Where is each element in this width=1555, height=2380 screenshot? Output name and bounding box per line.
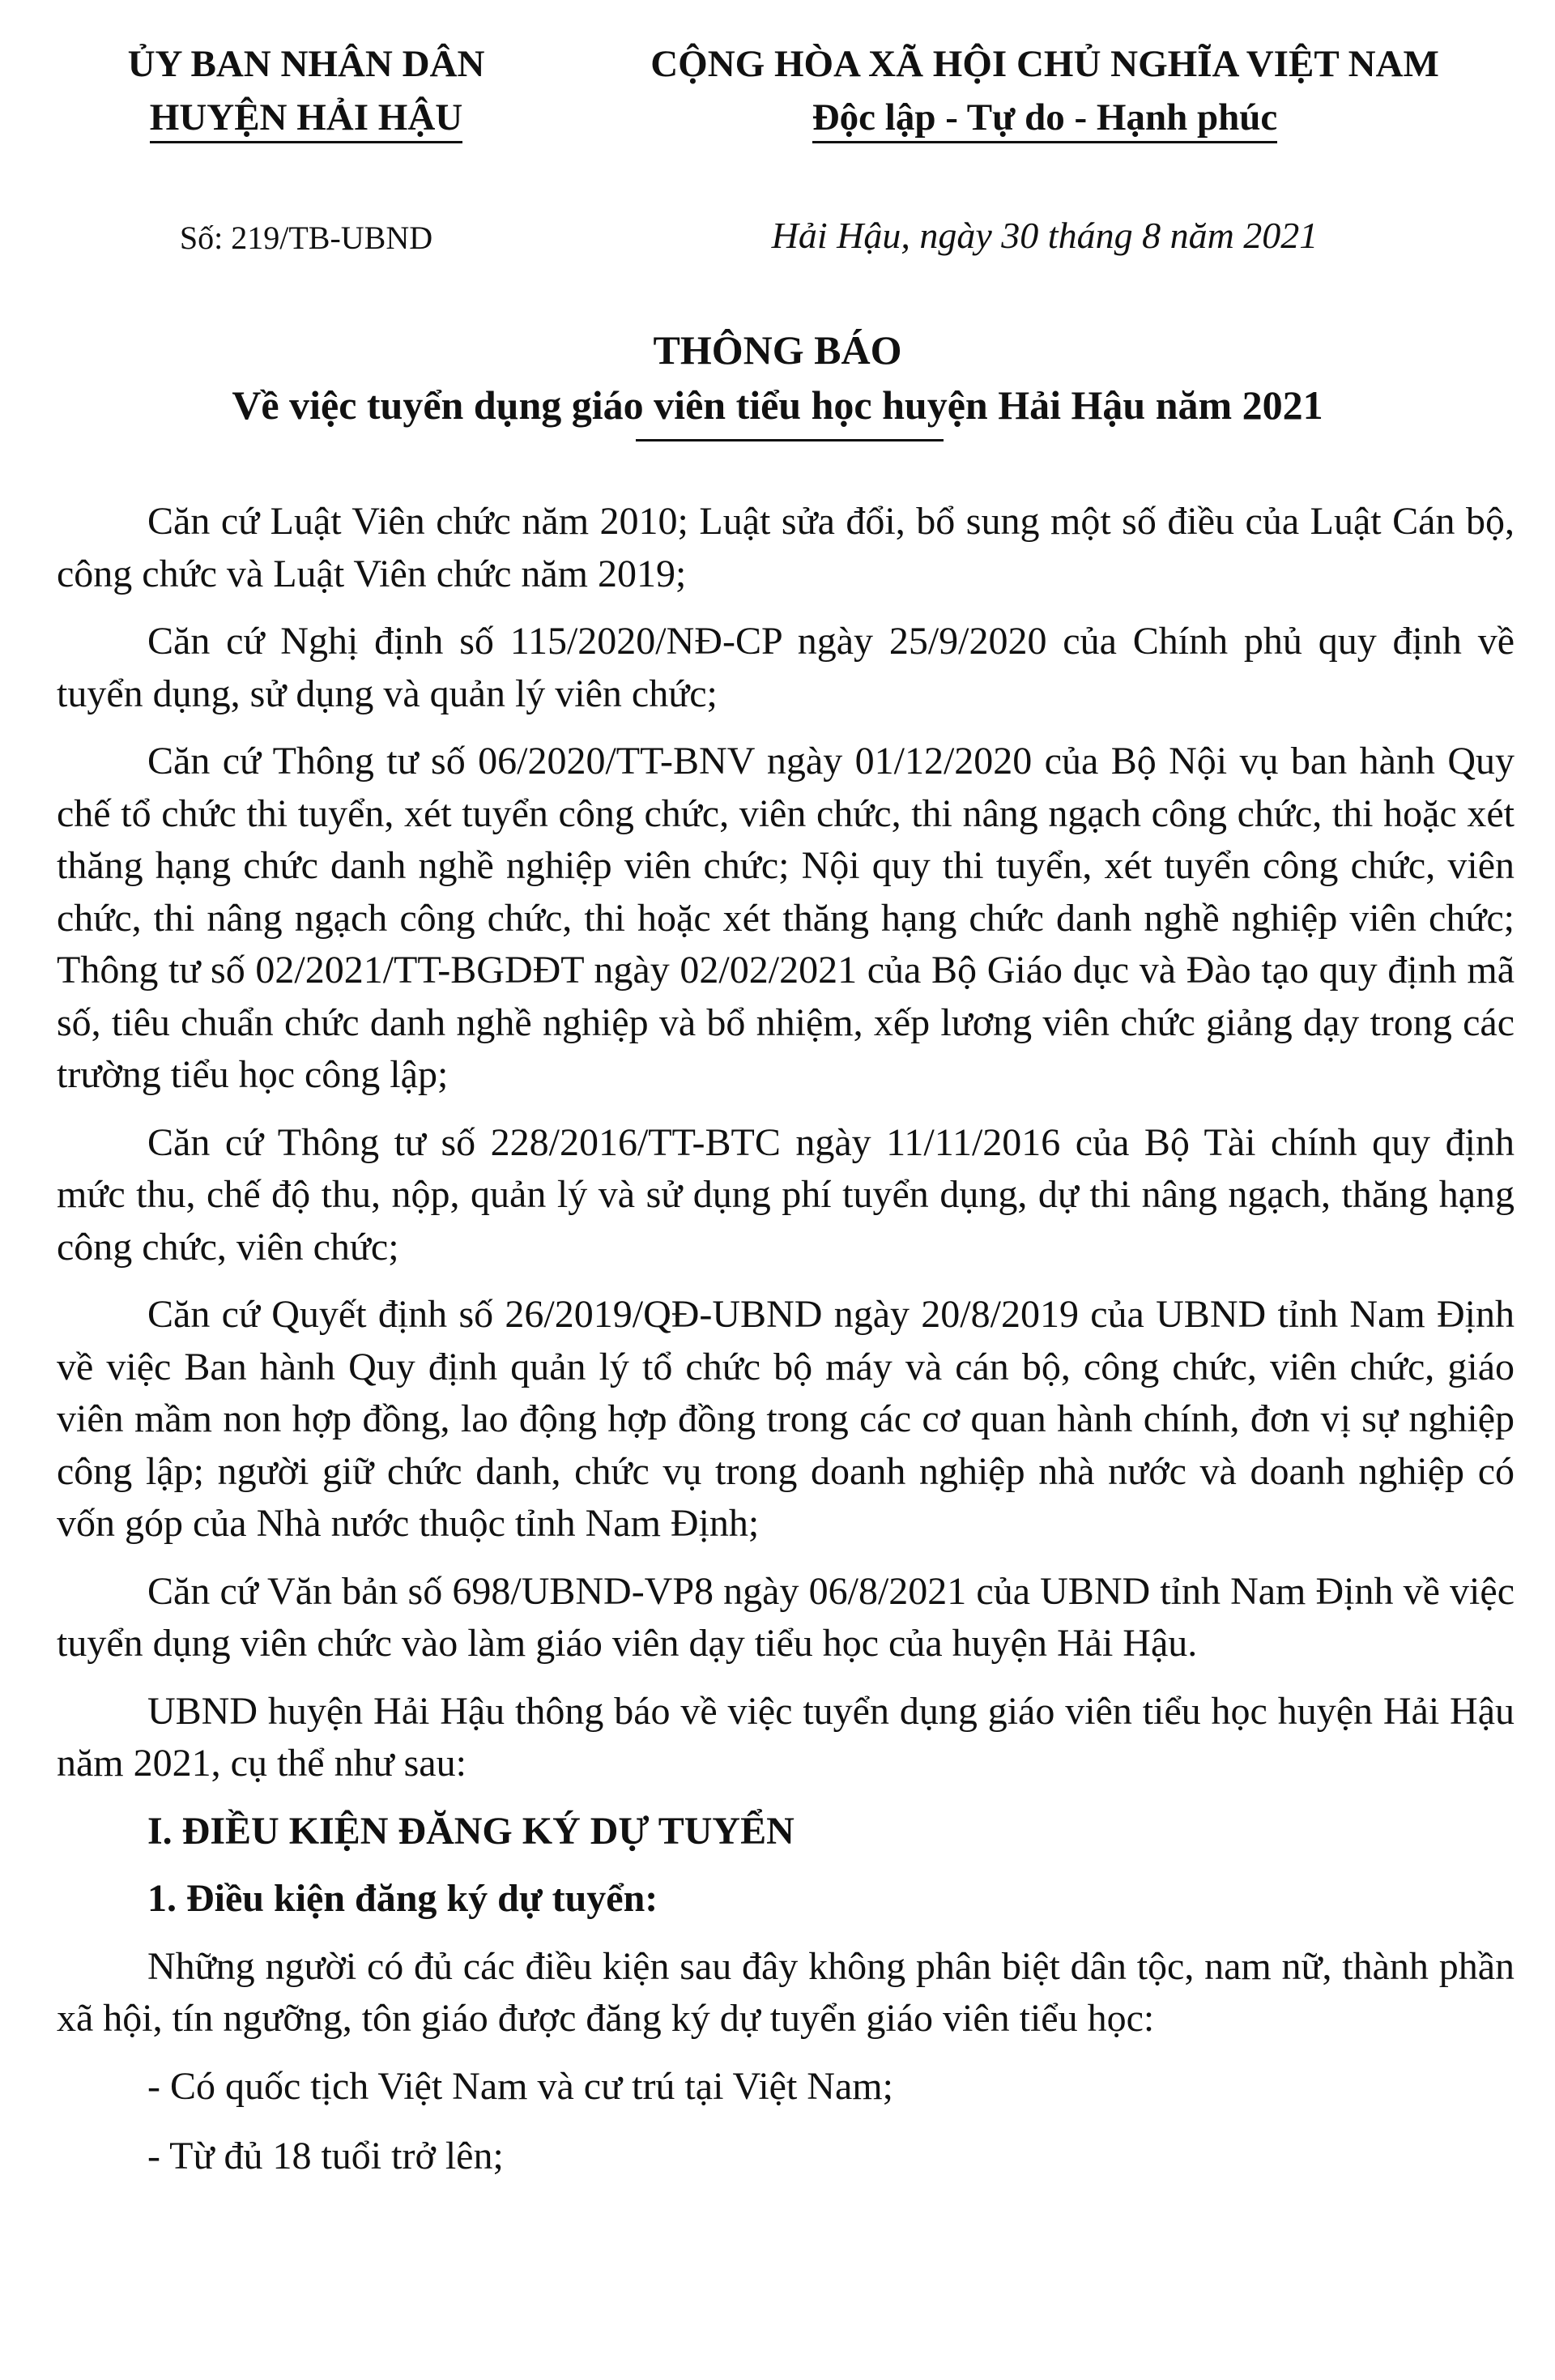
document-number: Số: 219/TB-UBND — [179, 220, 433, 256]
national-motto — [559, 37, 1531, 144]
issuing-authority — [79, 37, 533, 144]
paragraph-legal-basis-3: Căn cứ Thông tư số 06/2020/TT-BNV ngày 01/12/2020 của Bộ Nội vụ ban hành Quy chế tổ chức thi tuyển, xét tuyển công chức, viên chức, thi nâng ngạch công chức, thi hoặc xét thăng hạng chức danh nghề nghiệp viên chức; Nội quy thi tuyển, xét tuyển công chức, viên chức, thi nâng ngạch công chức, thi hoặc xét thăng hạng chức danh nghề nghiệp viên chức; Thông tư số 02/2021/TT-BGDĐT ngày 02/02/2021 của Bộ Giáo dục và Đào tạo quy định mã số, tiêu chuẩn chức danh nghề nghiệp và bổ nhiệm, xếp lương viên chức giảng dạy trong các trường tiểu học công lập; — [57, 740, 1515, 1096]
bullet-item: - Từ đủ 18 tuổi trở lên; — [147, 2135, 504, 2177]
org-line-1: ỦY BAN NHÂN DÂN — [127, 43, 485, 85]
paragraph-legal-basis-5: Căn cứ Quyết định số 26/2019/QĐ-UBND ngày 20/8/2019 của UBND tỉnh Nam Định về việc Ban hành Quy định quản lý tổ chức bộ máy và cán bộ, công chức, viên chức, giáo viên mầm non hợp đồng, lao động hợp đồng trong các cơ quan hành chính, đơn vị sự nghiệp công lập; người giữ chức danh, chức vụ trong doanh nghiệp nhà nước và doanh nghiệp có vốn góp của Nhà nước thuộc tỉnh Nam Định; — [57, 1293, 1515, 1545]
title-divider — [636, 439, 944, 441]
title-main: THÔNG BÁO — [653, 327, 902, 373]
nation-line-2: Độc lập - Tự do - Hạnh phúc — [812, 94, 1278, 143]
paragraph-legal-basis-6: Căn cứ Văn bản số 698/UBND-VP8 ngày 06/8/2021 của UBND tỉnh Nam Định về việc tuyển dụng viên chức vào làm giáo viên dạy tiểu học của huyện Hải Hậu. — [57, 1569, 1515, 1665]
document-date: Hải Hậu, ngày 30 tháng 8 năm 2021 — [771, 215, 1319, 256]
title-subtitle: Về việc tuyển dụng giáo viên tiểu học huyện Hải Hậu năm 2021 — [232, 382, 1323, 428]
document-body — [57, 496, 1515, 2201]
subsection-heading: 1. Điều kiện đăng ký dự tuyển: — [147, 1877, 658, 1920]
nation-line-1: CỘNG HÒA XÃ HỘI CHỦ NGHĨA VIỆT NAM — [650, 43, 1439, 85]
paragraph-legal-basis-2: Căn cứ Nghị định số 115/2020/NĐ-CP ngày 25/9/2020 của Chính phủ quy định về tuyển dụng, sử dụng và quản lý viên chức; — [57, 620, 1515, 715]
bullet-item: - Có quốc tịch Việt Nam và cư trú tại Việt Nam; — [147, 2064, 893, 2108]
paragraph-eligibility: Những người có đủ các điều kiện sau đây không phân biệt dân tộc, nam nữ, thành phần xã hội, tín ngưỡng, tôn giáo được đăng ký dự tuyển giáo viên tiểu học: — [57, 1944, 1515, 2040]
paragraph-announcement: UBND huyện Hải Hậu thông báo về việc tuyển dụng giáo viên tiểu học huyện Hải Hậu năm 2021, cụ thể như sau: — [57, 1689, 1515, 1785]
paragraph-legal-basis-4: Căn cứ Thông tư số 228/2016/TT-BTC ngày 11/11/2016 của Bộ Tài chính quy định mức thu, chế độ thu, nộp, quản lý và sử dụng phí tuyển dụng, dự thi nâng ngạch, thăng hạng công chức, viên chức; — [57, 1120, 1515, 1269]
org-line-2: HUYỆN HẢI HẬU — [150, 94, 462, 143]
section-heading: I. ĐIỀU KIỆN ĐĂNG KÝ DỰ TUYỂN — [147, 1809, 795, 1853]
paragraph-legal-basis-1: Căn cứ Luật Viên chức năm 2010; Luật sửa đổi, bổ sung một số điều của Luật Cán bộ, công chức và Luật Viên chức năm 2019; — [57, 500, 1515, 595]
document-title — [0, 322, 1555, 433]
